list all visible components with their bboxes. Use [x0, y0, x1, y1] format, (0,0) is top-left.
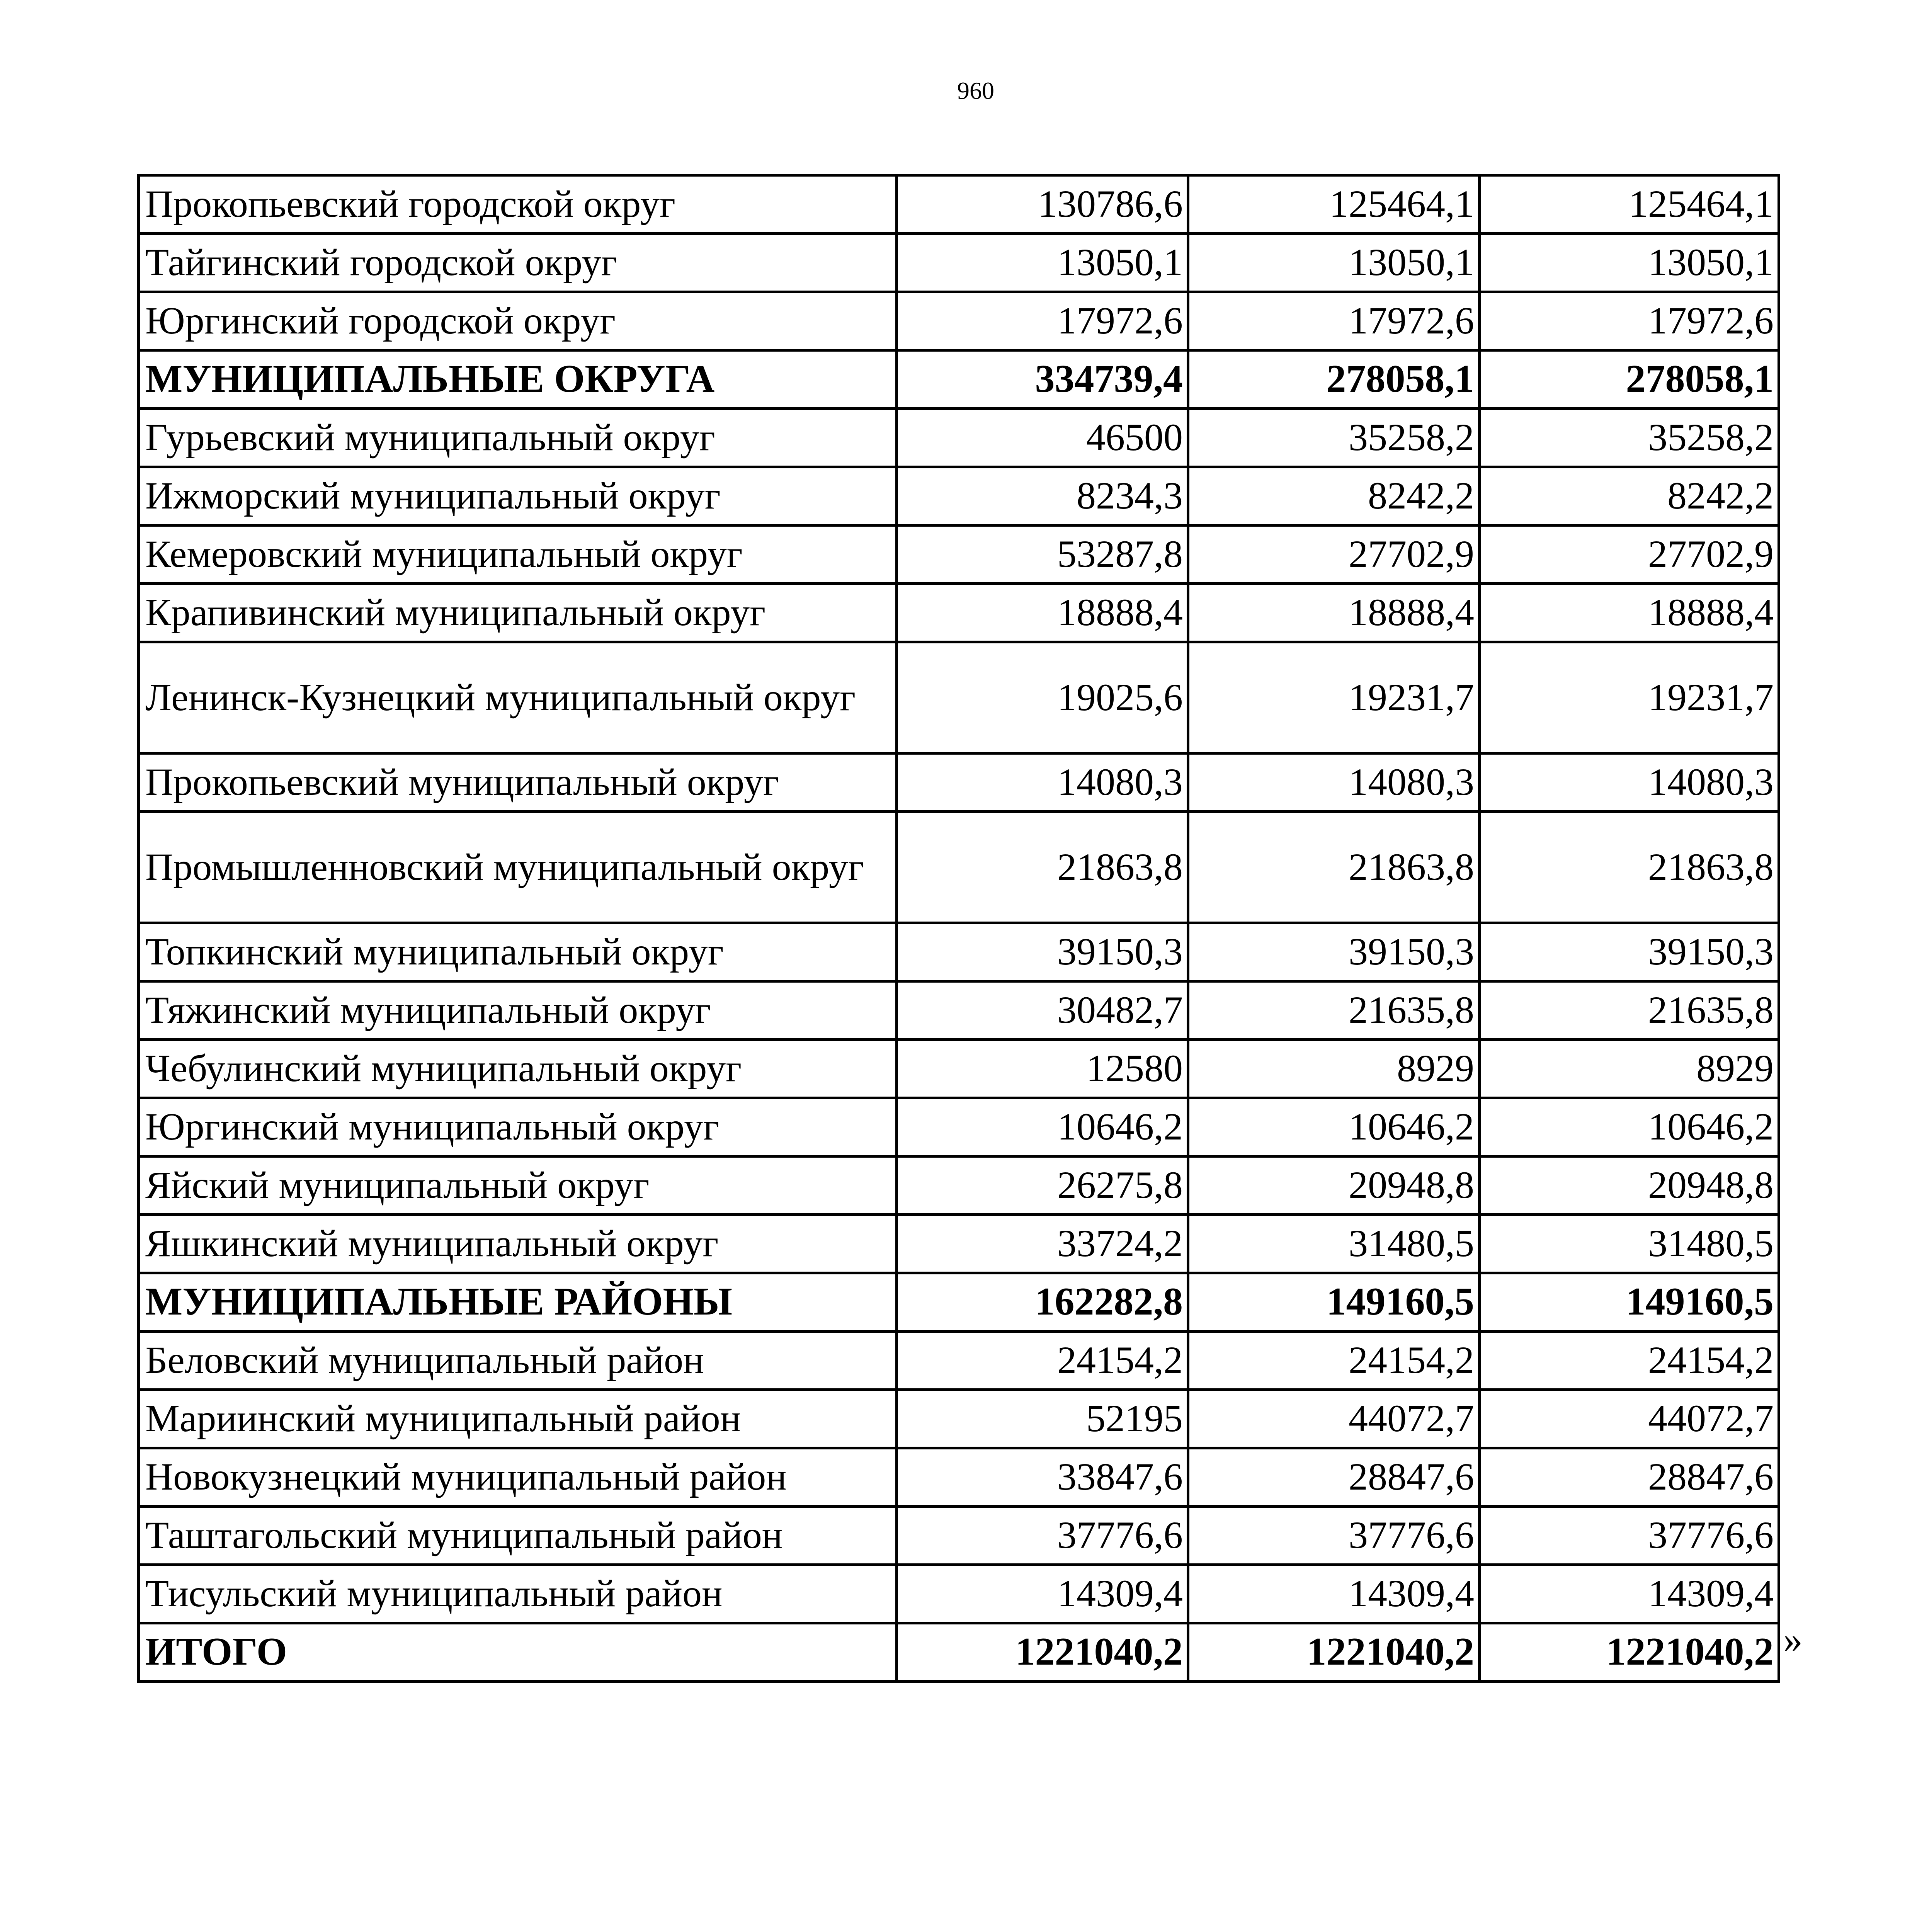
row-value-3: 35258,2 — [1480, 409, 1779, 467]
row-value-2: 17972,6 — [1188, 292, 1480, 350]
table-row — [139, 753, 1779, 812]
row-value-1: 14309,4 — [897, 1565, 1188, 1623]
table-row — [139, 812, 1779, 923]
table-row — [139, 1332, 1779, 1390]
row-name: Юргинский городской округ — [139, 292, 897, 350]
row-name: Ижморский муниципальный округ — [139, 467, 897, 526]
row-value-1: 33847,6 — [897, 1448, 1188, 1507]
row-name: Чебулинский муниципальный округ — [139, 1040, 897, 1098]
row-value-1: 39150,3 — [897, 923, 1188, 981]
row-value-1: 130786,6 — [897, 175, 1188, 234]
row-name: Беловский муниципальный район — [139, 1332, 897, 1390]
row-value-3: 149160,5 — [1480, 1273, 1779, 1332]
row-value-3: 20948,8 — [1480, 1156, 1779, 1215]
row-value-2: 149160,5 — [1188, 1273, 1480, 1332]
row-value-1: 19025,6 — [897, 642, 1188, 753]
row-value-1: 17972,6 — [897, 292, 1188, 350]
row-value-3: 125464,1 — [1480, 175, 1779, 234]
table-row — [139, 1507, 1779, 1565]
row-name: Новокузнецкий муниципальный район — [139, 1448, 897, 1507]
table-row — [139, 1565, 1779, 1623]
table-row — [139, 234, 1779, 292]
row-value-1: 21863,8 — [897, 812, 1188, 923]
row-value-3: 14309,4 — [1480, 1565, 1779, 1623]
table-row — [139, 1390, 1779, 1448]
row-value-1: 30482,7 — [897, 981, 1188, 1040]
row-value-1: 33724,2 — [897, 1215, 1188, 1273]
row-value-3: 37776,6 — [1480, 1507, 1779, 1565]
table-row — [139, 1448, 1779, 1507]
row-value-2: 31480,5 — [1188, 1215, 1480, 1273]
row-value-3: 21635,8 — [1480, 981, 1779, 1040]
row-value-3: 278058,1 — [1480, 350, 1779, 409]
row-value-3: 8242,2 — [1480, 467, 1779, 526]
row-value-2: 27702,9 — [1188, 526, 1480, 584]
row-value-1: 53287,8 — [897, 526, 1188, 584]
row-value-2: 37776,6 — [1188, 1507, 1480, 1565]
row-name: Яйский муниципальный округ — [139, 1156, 897, 1215]
table-row — [139, 1215, 1779, 1273]
table-row — [139, 1156, 1779, 1215]
row-name: Юргинский муниципальный округ — [139, 1098, 897, 1156]
table-row — [139, 584, 1779, 642]
table-row — [139, 292, 1779, 350]
row-value-1: 12580 — [897, 1040, 1188, 1098]
row-value-1: 37776,6 — [897, 1507, 1188, 1565]
row-name: Промышленновский муниципальный округ — [139, 812, 897, 923]
table-row — [139, 923, 1779, 981]
row-value-3: 8929 — [1480, 1040, 1779, 1098]
row-value-1: 162282,8 — [897, 1273, 1188, 1332]
row-name: Ленинск-Кузнецкий муниципальный округ — [139, 642, 897, 753]
table-row — [139, 1098, 1779, 1156]
row-name: Тисульский муниципальный район — [139, 1565, 897, 1623]
row-value-2: 24154,2 — [1188, 1332, 1480, 1390]
row-value-2: 19231,7 — [1188, 642, 1480, 753]
table-row — [139, 409, 1779, 467]
row-value-2: 18888,4 — [1188, 584, 1480, 642]
row-value-3: 19231,7 — [1480, 642, 1779, 753]
row-value-2: 39150,3 — [1188, 923, 1480, 981]
row-name: Тяжинский муниципальный округ — [139, 981, 897, 1040]
row-value-2: 14080,3 — [1188, 753, 1480, 812]
table-row — [139, 981, 1779, 1040]
row-value-2: 278058,1 — [1188, 350, 1480, 409]
row-value-2: 21863,8 — [1188, 812, 1480, 923]
row-value-2: 20948,8 — [1188, 1156, 1480, 1215]
row-value-3: 10646,2 — [1480, 1098, 1779, 1156]
row-name: Мариинский муниципальный район — [139, 1390, 897, 1448]
row-value-2: 8242,2 — [1188, 467, 1480, 526]
budget-table — [137, 174, 1780, 1683]
row-value-1: 13050,1 — [897, 234, 1188, 292]
table-row — [139, 642, 1779, 753]
row-value-2: 1221040,2 — [1188, 1623, 1480, 1682]
row-value-2: 13050,1 — [1188, 234, 1480, 292]
row-value-3: 44072,7 — [1480, 1390, 1779, 1448]
row-value-3: 31480,5 — [1480, 1215, 1779, 1273]
row-name: Прокопьевский городской округ — [139, 175, 897, 234]
row-value-1: 26275,8 — [897, 1156, 1188, 1215]
row-value-2: 28847,6 — [1188, 1448, 1480, 1507]
row-name: МУНИЦИПАЛЬНЫЕ ОКРУГА — [139, 350, 897, 409]
row-name: Прокопьевский муниципальный округ — [139, 753, 897, 812]
row-value-3: 18888,4 — [1480, 584, 1779, 642]
row-value-2: 125464,1 — [1188, 175, 1480, 234]
row-name: Крапивинский муниципальный округ — [139, 584, 897, 642]
row-value-2: 10646,2 — [1188, 1098, 1480, 1156]
row-value-2: 44072,7 — [1188, 1390, 1480, 1448]
row-name: Кемеровский муниципальный округ — [139, 526, 897, 584]
row-value-3: 21863,8 — [1480, 812, 1779, 923]
table-row — [139, 1040, 1779, 1098]
row-name: МУНИЦИПАЛЬНЫЕ РАЙОНЫ — [139, 1273, 897, 1332]
row-value-1: 24154,2 — [897, 1332, 1188, 1390]
table-row — [139, 175, 1779, 234]
row-value-3: 14080,3 — [1480, 753, 1779, 812]
row-value-3: 27702,9 — [1480, 526, 1779, 584]
page-number: 960 — [957, 77, 994, 104]
row-value-2: 8929 — [1188, 1040, 1480, 1098]
row-value-2: 14309,4 — [1188, 1565, 1480, 1623]
row-value-1: 46500 — [897, 409, 1188, 467]
row-value-3: 39150,3 — [1480, 923, 1779, 981]
row-value-1: 10646,2 — [897, 1098, 1188, 1156]
row-value-1: 52195 — [897, 1390, 1188, 1448]
row-value-1: 18888,4 — [897, 584, 1188, 642]
row-value-1: 14080,3 — [897, 753, 1188, 812]
section-total-row — [139, 350, 1779, 409]
grand-total-row — [139, 1623, 1779, 1682]
row-value-1: 8234,3 — [897, 467, 1188, 526]
closing-quote-mark: » — [1783, 1618, 1803, 1661]
table-row — [139, 526, 1779, 584]
row-value-2: 35258,2 — [1188, 409, 1480, 467]
row-name: ИТОГО — [139, 1623, 897, 1682]
row-name: Топкинский муниципальный округ — [139, 923, 897, 981]
row-name: Таштагольский муниципальный район — [139, 1507, 897, 1565]
row-value-1: 334739,4 — [897, 350, 1188, 409]
row-name: Гурьевский муниципальный округ — [139, 409, 897, 467]
row-value-3: 28847,6 — [1480, 1448, 1779, 1507]
section-total-row — [139, 1273, 1779, 1332]
row-value-3: 1221040,2 — [1480, 1623, 1779, 1682]
row-value-3: 24154,2 — [1480, 1332, 1779, 1390]
row-value-2: 21635,8 — [1188, 981, 1480, 1040]
table-row — [139, 467, 1779, 526]
row-value-3: 13050,1 — [1480, 234, 1779, 292]
row-value-3: 17972,6 — [1480, 292, 1779, 350]
row-value-1: 1221040,2 — [897, 1623, 1188, 1682]
row-name: Тайгинский городской округ — [139, 234, 897, 292]
row-name: Яшкинский муниципальный округ — [139, 1215, 897, 1273]
